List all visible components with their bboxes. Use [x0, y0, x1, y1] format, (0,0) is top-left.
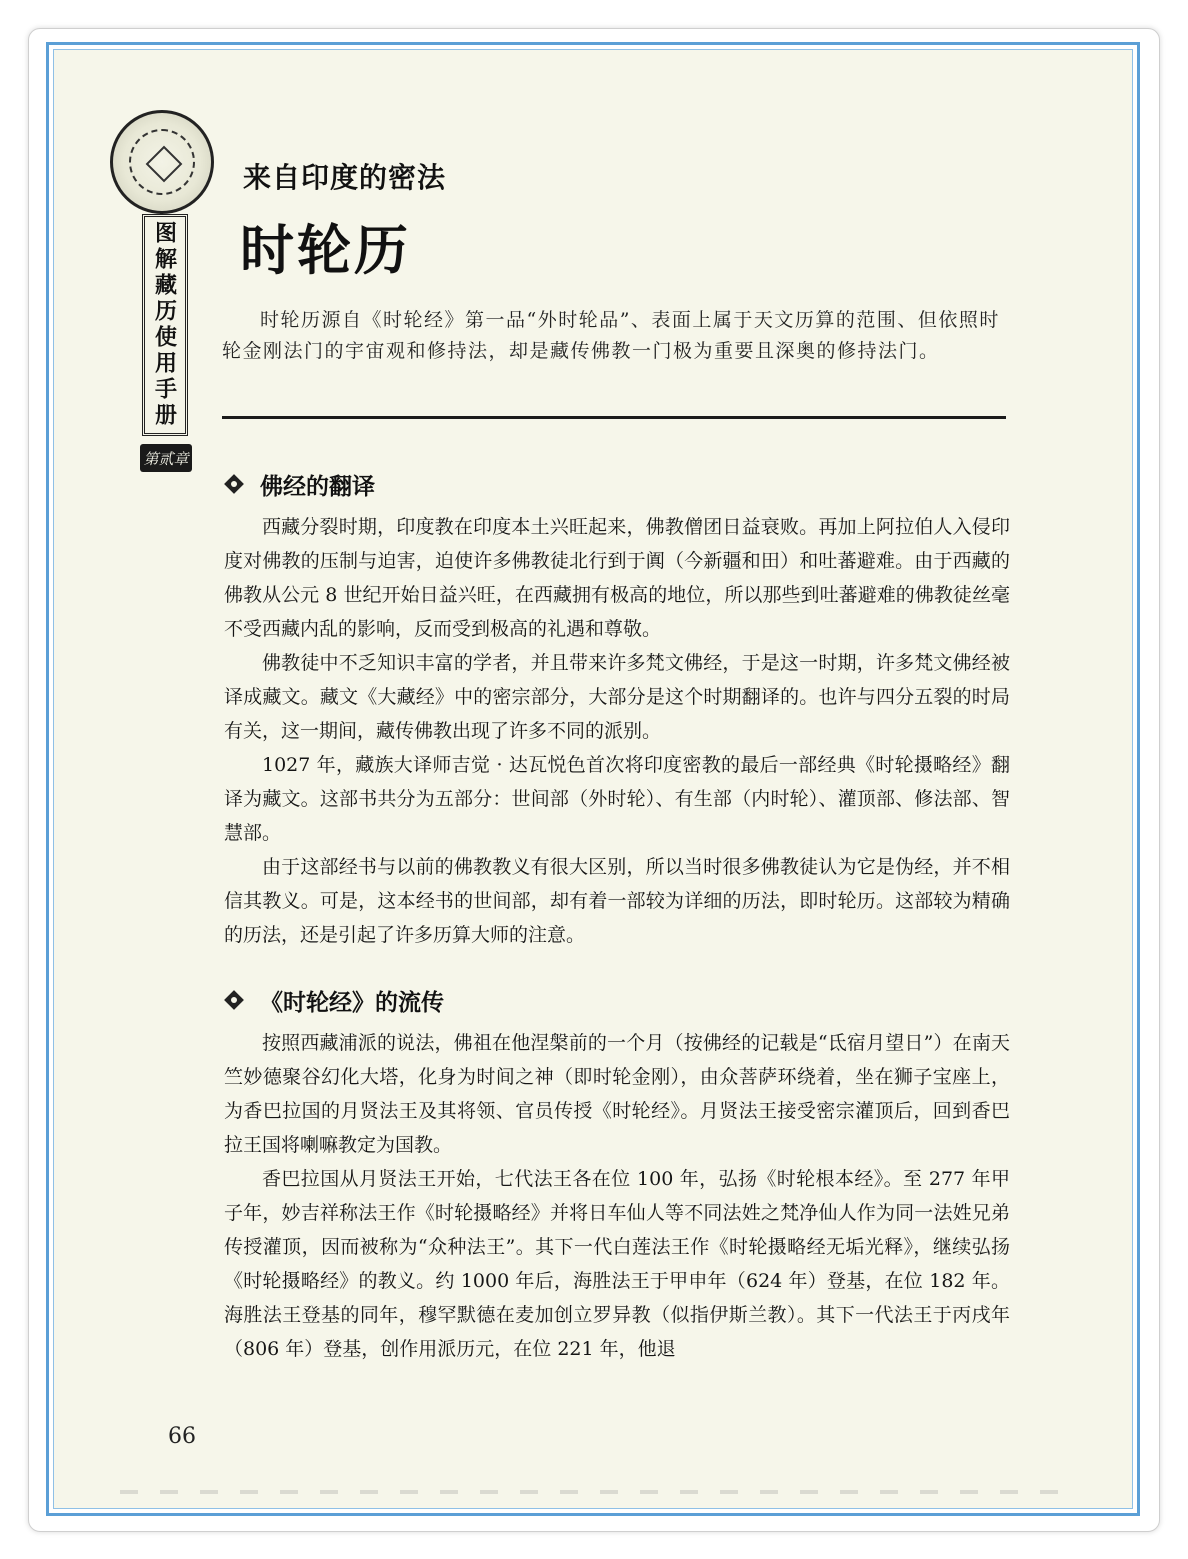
section-heading — [224, 984, 444, 1017]
seal-emblem-icon — [110, 110, 214, 214]
page-title: 时轮历 — [240, 219, 411, 282]
section-heading — [224, 468, 375, 501]
paragraph: 香巴拉国从月贤法王开始，七代法王各在位 100 年，弘扬《时轮根本经》。至 277 年甲子年，妙吉祥称法王作《时轮摄略经》并将日车仙人等不同法姓之梵净仙人作为同一法姓兄弟传授灌顶，因而被称为“众种法王”。其下一代白莲法王作《时轮摄略经无垢光释》，继续弘扬《时轮摄略经》的教义。约 1000 年后，海胜法王于甲申年（624 年）登基，在位 182 年。海胜法王登基的同年，穆罕默德在麦加创立罗异教（似指伊斯兰教）。其下一代法王于丙戌年（806 年）登基，创作用派历元，在位 221 年，他退 — [224, 1168, 1010, 1360]
scan-artifact — [120, 1490, 1080, 1494]
intro-paragraph: 时轮历源自《时轮经》第一品“外时轮品”、表面上属于天文历算的范围、但依照时轮金刚法门的宇宙观和修持法，却是藏传佛教一门极为重要且深奥的修持法门。 — [222, 309, 1000, 362]
section-heading-text: 《时轮经》的流传 — [260, 990, 444, 1016]
chapter-tag: 第贰章 — [140, 444, 192, 472]
intro-block — [222, 305, 1006, 367]
paragraph: 西藏分裂时期，印度教在印度本土兴旺起来，佛教僧团日益衰败。再加上阿拉伯人入侵印度对佛教的压制与迫害，迫使许多佛教徒北行到于阗（今新疆和田）和吐蕃避难。由于西藏的佛教从公元 8 世纪开始日益兴旺，在西藏拥有极高的地位，所以那些到吐蕃避难的佛教徒丝毫不受西藏内乱的影响，反而受到极高的礼遇和尊敬。 — [224, 516, 1010, 640]
paragraph: 1027 年，藏族大译师吉觉 · 达瓦悦色首次将印度密教的最后一部经典《时轮摄略经》翻译为藏文。这部书共分为五部分：世间部（外时轮）、有生部（内时轮）、灌顶部、修法部、智慧部。 — [224, 754, 1010, 844]
book-title: 图解藏历使用手册 — [151, 221, 178, 429]
paragraph: 由于这部经书与以前的佛教教义有很大区别，所以当时很多佛教徒认为它是伪经，并不相信其教义。可是，这本经书的世间部，却有着一部较为详细的历法，即时轮历。这部较为精确的历法，还是引起了许多历算大师的注意。 — [224, 856, 1010, 946]
page-number: 66 — [168, 1424, 196, 1449]
section-body — [224, 1026, 1010, 1366]
section-body — [224, 510, 1010, 952]
section-heading-text: 佛经的翻译 — [260, 474, 375, 500]
paragraph: 按照西藏浦派的说法，佛祖在他涅槃前的一个月（按佛经的记载是“氐宿月望日”）在南天竺妙德聚谷幻化大塔，化身为时间之神（即时轮金刚），由众菩萨环绕着，坐在狮子宝座上，为香巴拉国的月贤法王及其将领、官员传授《时轮经》。月贤法王接受密宗灌顶后，回到香巴拉王国将喇嘛教定为国教。 — [224, 1032, 1010, 1156]
page-subtitle: 来自印度的密法 — [243, 161, 447, 194]
paragraph: 佛教徒中不乏知识丰富的学者，并且带来许多梵文佛经，于是这一时期，许多梵文佛经被译成藏文。藏文《大藏经》中的密宗部分，大部分是这个时期翻译的。也许与四分五裂的时局有关，这一期间，藏传佛教出现了许多不同的派别。 — [224, 652, 1010, 742]
bullet-flower-icon — [224, 990, 246, 1012]
divider — [222, 416, 1006, 419]
bullet-flower-icon — [224, 474, 246, 496]
book-title-box — [142, 214, 188, 436]
